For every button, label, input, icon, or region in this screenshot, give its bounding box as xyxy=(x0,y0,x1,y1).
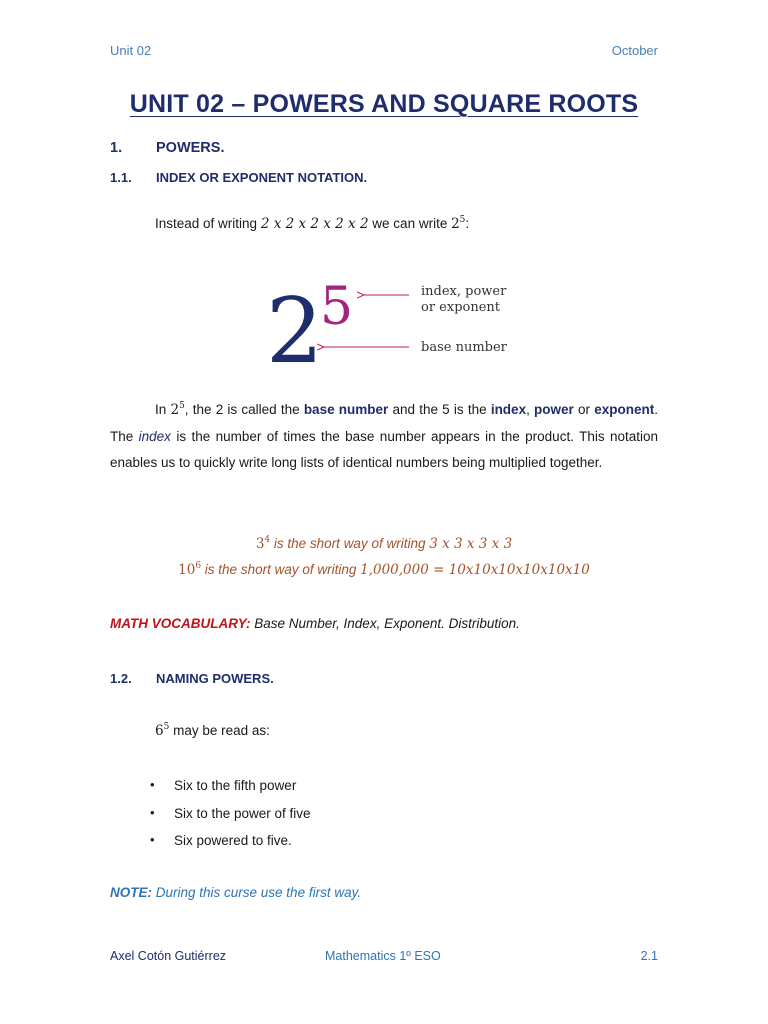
bullet-glyph: • xyxy=(150,804,155,820)
term-index: index xyxy=(490,402,527,417)
note-label: NOTE: xyxy=(110,885,152,900)
subsection-label: INDEX OR EXPONENT NOTATION. xyxy=(156,170,368,185)
subsection-heading-naming xyxy=(110,671,274,686)
subsection-number: 1.1. xyxy=(110,170,132,185)
footer-course: Mathematics 1º ESO xyxy=(325,949,441,963)
subsection-number: 1.2. xyxy=(110,671,132,686)
footer-author: Axel Cotón Gutiérrez xyxy=(110,949,227,963)
subsection-heading-index xyxy=(110,170,367,185)
subsection-label: NAMING POWERS. xyxy=(156,671,274,686)
bullet-glyph: • xyxy=(150,777,155,792)
section-label: POWERS. xyxy=(156,140,225,156)
footer-page-number: 2.1 xyxy=(640,949,658,963)
page-title: UNIT 02 – POWERS AND SQUARE ROOTS xyxy=(129,90,639,118)
term-power: power xyxy=(534,402,574,417)
intro-expression: 2 x 2 x 2 x 2 x 2 xyxy=(260,216,369,232)
explanation-paragraph: In $2^5$, the 2 is called the base number and the 5 is the index, power or exponent. The index is the number of times the base number appears in the product. This notation enables us to quickly write long lists of identical numbers being multiplied together. xyxy=(110,401,658,471)
example-line-1: $3^4$ is the short way of writing 3 x 3 x 3 x 3 xyxy=(255,535,513,552)
naming-list xyxy=(150,777,311,861)
vocabulary-terms: Base Number, Index, Exponent. Distribution. xyxy=(250,616,520,631)
math-vocabulary xyxy=(110,611,520,638)
vocabulary-label: MATH VOCABULARY: xyxy=(110,616,251,631)
figure-exponent-digit: 5 xyxy=(320,277,354,337)
label-index: index, power xyxy=(421,284,507,299)
power-notation-figure xyxy=(262,272,512,372)
example-line-2: $10^6$ is the short way of writing 1,000,000 = 10x10x10x10x10x10 xyxy=(178,561,590,578)
term-base-number: base number xyxy=(303,402,389,417)
label-exponent: or exponent xyxy=(421,300,501,315)
bullet-glyph: • xyxy=(150,832,155,847)
header-unit: Unit 02 xyxy=(110,43,152,58)
figure-base-digit: 2 xyxy=(266,279,324,372)
term-index-italic: index xyxy=(138,428,171,444)
section-heading-powers xyxy=(110,140,224,156)
intro-line: Instead of writing 2 x 2 x 2 x 2 x 2 we can write $2^5$: xyxy=(155,215,470,232)
label-base-number: base number xyxy=(421,340,507,355)
naming-intro: $6^5$ may be read as: xyxy=(155,722,270,739)
section-number: 1. xyxy=(110,140,123,156)
term-exponent: exponent xyxy=(594,402,655,417)
note xyxy=(110,880,361,907)
header-month: October xyxy=(611,43,658,58)
list-item: • Six to the fifth power xyxy=(150,777,297,793)
list-item: • Six to the power of five xyxy=(150,804,311,821)
note-text: During this curse use the first way. xyxy=(152,885,362,900)
list-item: • Six powered to five. xyxy=(150,832,292,848)
